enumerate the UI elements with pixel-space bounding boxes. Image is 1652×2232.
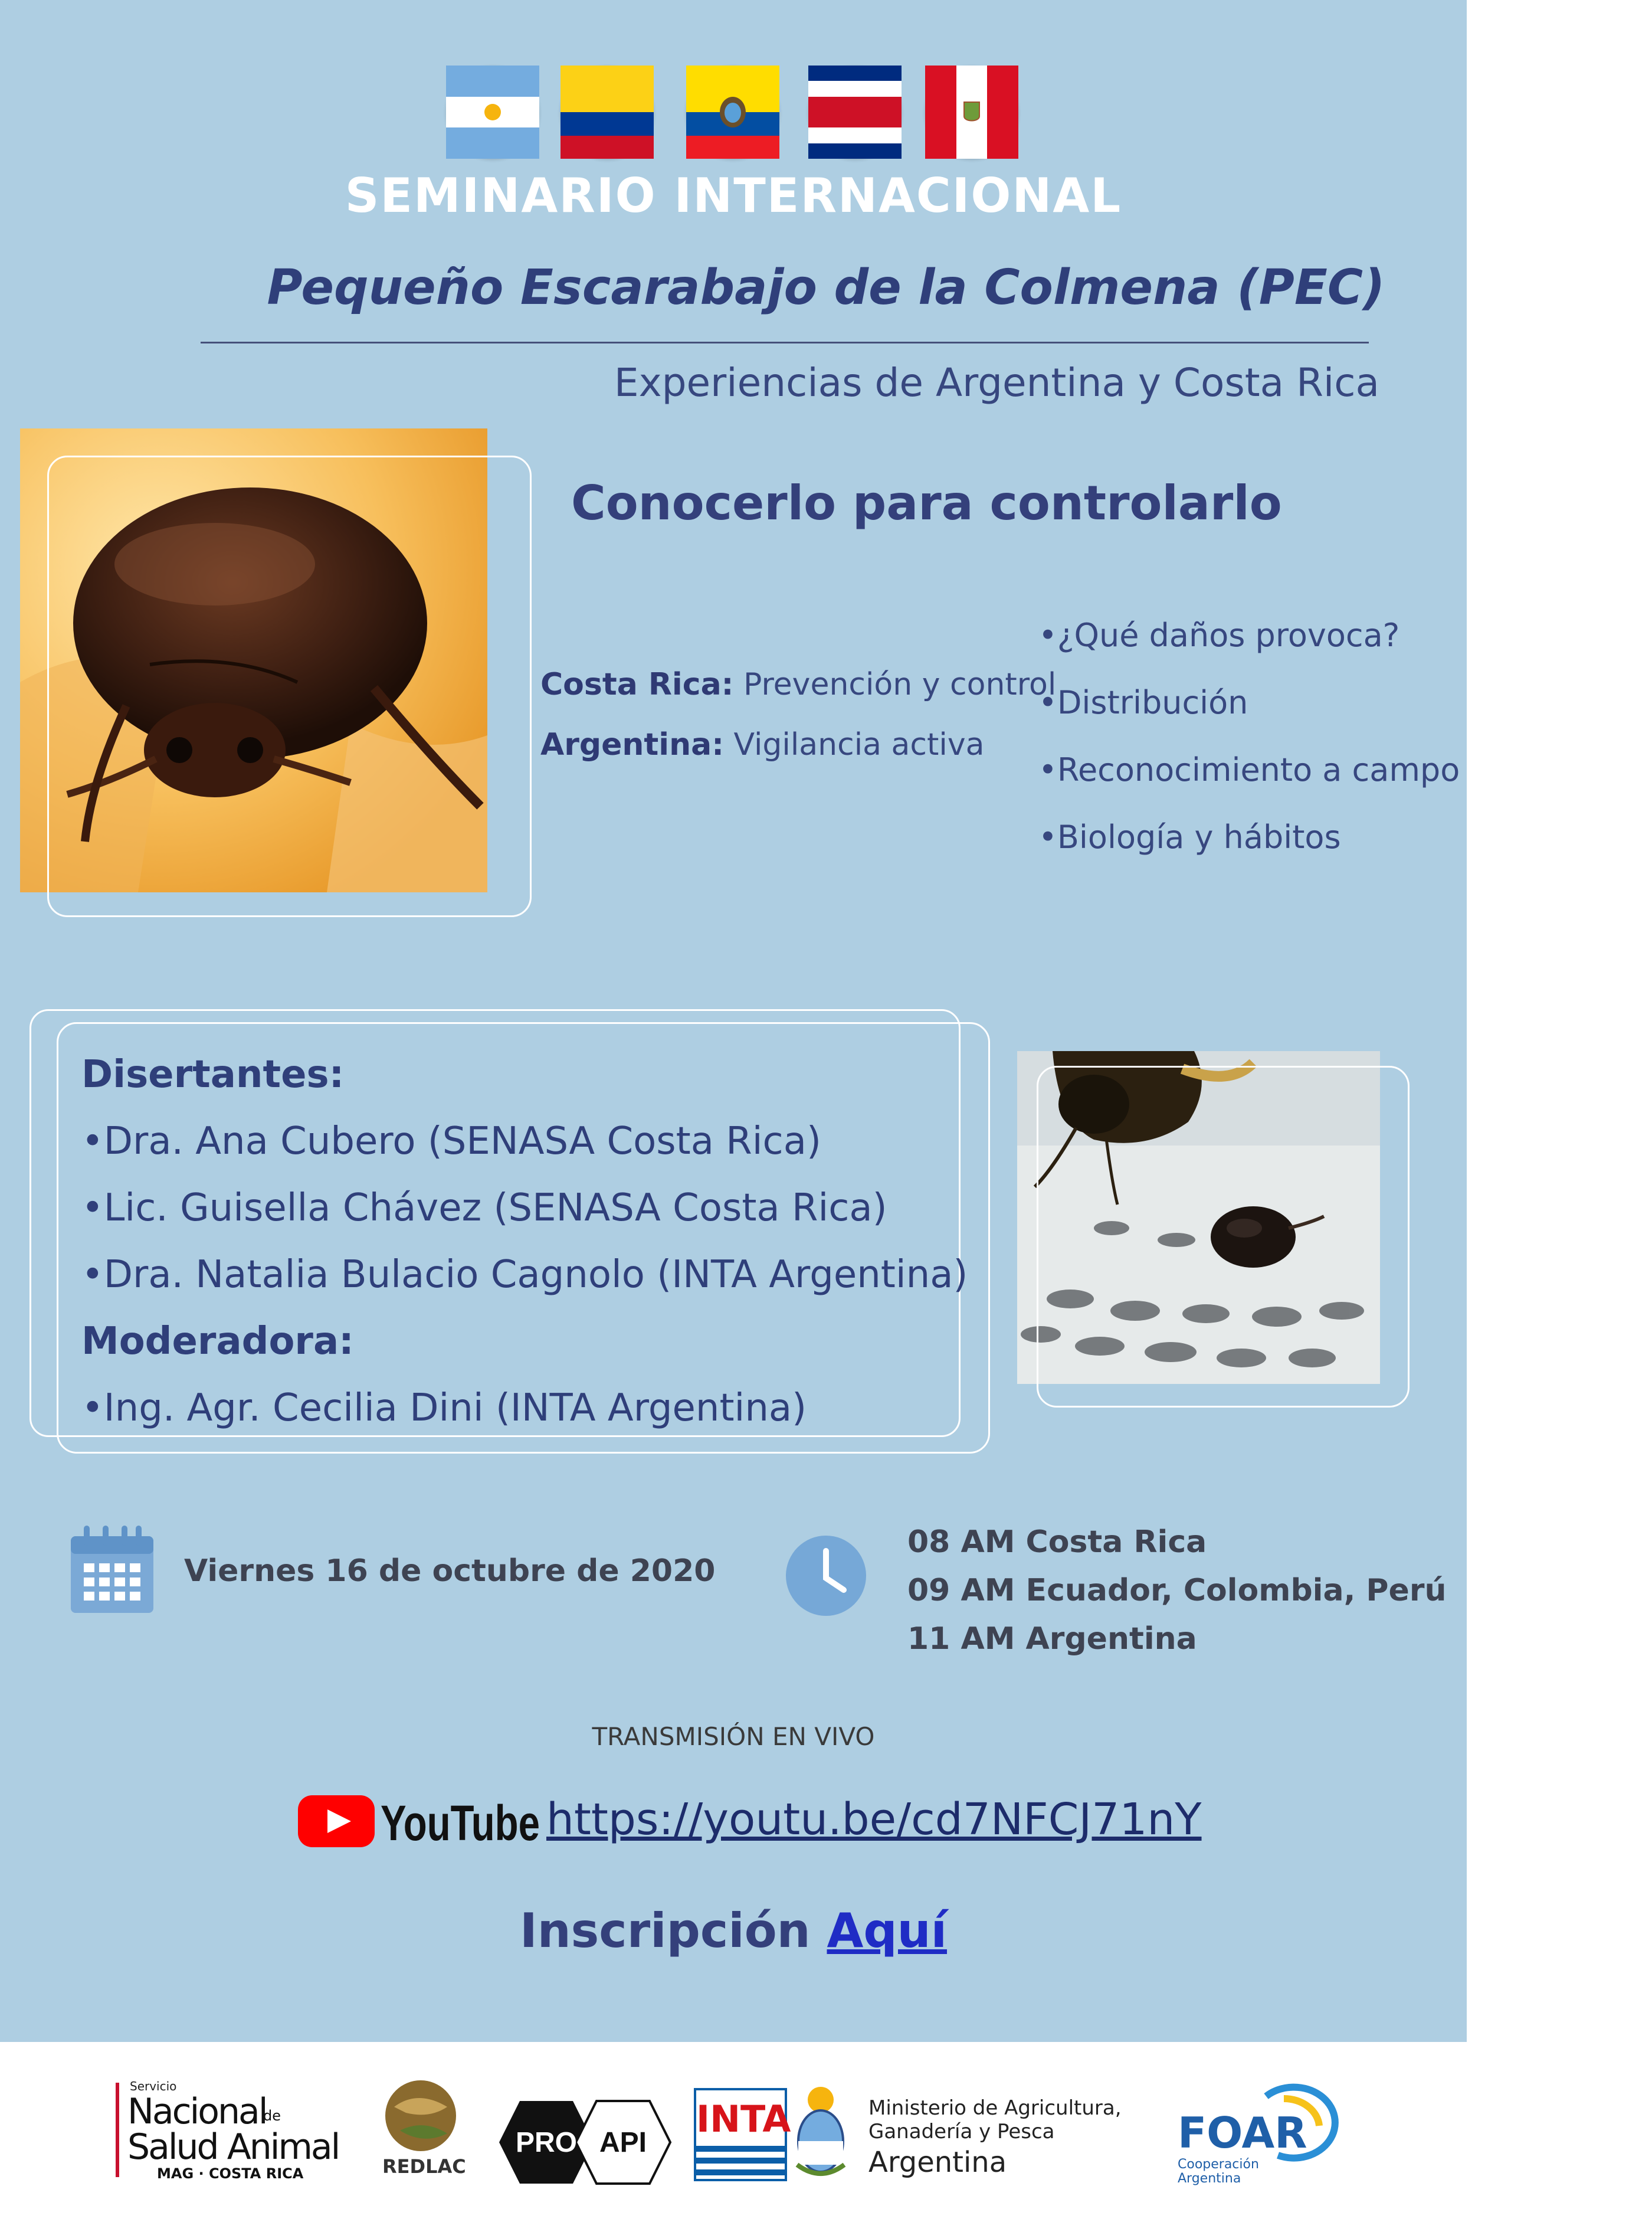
speaker-item: •Dra. Ana Cubero (SENASA Costa Rica)	[81, 1120, 821, 1163]
event-date: Viernes 16 de octubre de 2020	[184, 1553, 716, 1589]
argentina-text: Vigilancia activa	[733, 727, 985, 762]
youtube-wordmark: YouTube	[381, 1795, 540, 1851]
topic-item: •¿Qué daños provoca?	[1038, 617, 1400, 654]
time-item: 09 AM Ecuador, Colombia, Perú	[907, 1573, 1447, 1608]
costa-rica-line	[540, 667, 1056, 702]
speakers-panel	[81, 1042, 968, 1442]
sponsor-footer	[0, 2042, 1467, 2232]
argentina-line	[540, 727, 984, 762]
speaker-item: •Lic. Guisella Chávez (SENASA Costa Rica)	[81, 1186, 887, 1230]
redlac-logo: REDLAC	[382, 2077, 465, 2190]
seminar-title: SEMINARIO INTERNACIONAL	[345, 168, 1122, 223]
registration-line	[0, 1903, 1467, 1958]
divider	[201, 342, 1369, 343]
moderator-item: •Ing. Agr. Cecilia Dini (INTA Argentina)	[81, 1386, 807, 1430]
time-item: 11 AM Argentina	[907, 1621, 1197, 1657]
moderator-heading: Moderadora:	[81, 1320, 354, 1363]
argentina-coat-of-arms-icon	[794, 2082, 847, 2185]
costa-rica-label: Costa Rica:	[540, 667, 734, 702]
senasa-logo: Servicio Nacional de Salud Animal MAG · COSTA RICA	[116, 2079, 340, 2185]
topic-item: •Distribución	[1038, 684, 1248, 721]
speaker-item: •Dra. Natalia Bulacio Cagnolo (INTA Argentina)	[81, 1253, 968, 1297]
costa-rica-text: Prevención y control	[743, 667, 1057, 702]
speakers-heading: Disertantes:	[81, 1053, 345, 1097]
section-heading: Conocerlo para controlarlo	[571, 476, 1282, 531]
topic-item: •Biología y hábitos	[1038, 819, 1341, 856]
colombia-flag-icon	[560, 66, 654, 159]
inta-logo: INTA	[694, 2088, 787, 2181]
ministry-logo: Ministerio de Agricultura, Ganadería y Pesca Argentina	[868, 2096, 1122, 2179]
calendar-icon	[71, 1526, 153, 1615]
ecuador-flag-icon	[686, 66, 779, 159]
live-label: TRANSMISIÓN EN VIVO	[592, 1722, 875, 1751]
foar-logo: FOAR Cooperación Argentina	[1178, 2090, 1331, 2191]
svg-text:API: API	[599, 2127, 647, 2158]
clock-icon	[785, 1534, 867, 1619]
registration-link[interactable]: Aquí	[827, 1903, 948, 1958]
photo-frame	[47, 456, 532, 917]
peru-flag-icon	[925, 66, 1018, 159]
experiences-text: Experiencias de Argentina y Costa Rica	[614, 360, 1379, 405]
seminar-subtitle: Pequeño Escarabajo de la Colmena (PEC)	[267, 260, 1385, 316]
time-item: 08 AM Costa Rica	[907, 1524, 1207, 1560]
proapi-logo	[499, 2101, 670, 2186]
svg-text:PRO: PRO	[515, 2127, 578, 2158]
youtube-logo	[298, 1792, 546, 1853]
youtube-link[interactable]: https://youtu.be/cd7NFCJ71nY	[546, 1794, 1202, 1845]
argentina-label: Argentina:	[540, 727, 724, 762]
registration-text: Inscripción	[519, 1903, 811, 1958]
topic-item: •Reconocimiento a campo	[1038, 751, 1460, 788]
argentina-flag-icon	[446, 66, 539, 159]
topics-list	[1038, 602, 1460, 871]
event-times	[907, 1518, 1446, 1663]
globe-icon	[382, 2077, 459, 2154]
photo-frame-2	[1037, 1066, 1410, 1408]
costa-rica-flag-icon	[808, 66, 902, 159]
